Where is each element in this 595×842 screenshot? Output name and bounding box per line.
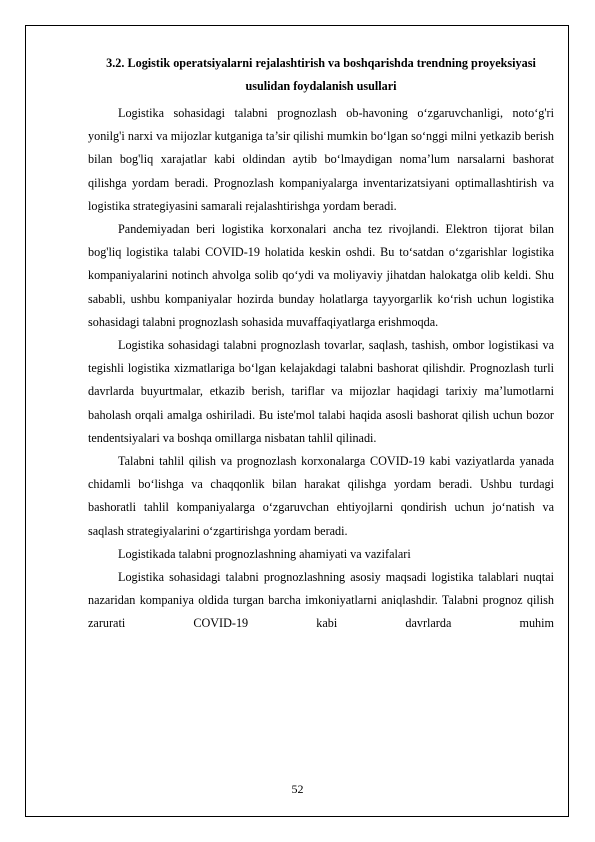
paragraph-2: Pandemiyadan beri logistika korxonalari ancha tez rivojlandi. Elektron tijorat bilan bog'liq logistika talabi COVID-19 holatida keskin oshdi. Bu to‘satdan o‘zgarishlar logistika kompaniyalarini notinch ahvolga solib qo‘ydi va moliyaviy jihatdan halokatga olib keldi. Shu sababli, ushbu kompaniyalar hozirda bunday holatlarga tayyorgarlik ko‘rish uchun logistika sohasidagi talabni prognozlash sohasida muvaffaqiyatlarga erishmoqda. [88, 222, 554, 329]
page-number: 52 [291, 782, 304, 796]
paragraph-3: Logistika sohasidagi talabni prognozlash tovarlar, saqlash, tashish, ombor logistikasi va tegishli logistika xizmatlariga bo‘lgan kelajakdagi talabni bashorat qilishdir. Prognozlash turli davrlarda buyurtmalar, etkazib berish, tariflar va mijozlar haqidagi tarixiy ma’lumotlarni baholash orqali amalga oshiriladi. Bu iste'mol talabi haqida asosli bashorat qilish uchun bozor tendentsiyalari va boshqa omillarga nisbatan tahlil qilinadi. [88, 338, 554, 445]
paragraph-5: Logistika sohasidagi talabni prognozlashning asosiy maqsadi logistika talablari nuqtai nazaridan kompaniya oldida turgan barcha imkoniyatlarni aniqlashdir. Talabni prognoz qilish zarurati COVID-19 kabi davrlarda muhim [88, 570, 554, 631]
section-title: 3.2. Logistik operatsiyalarni rejalashtirish va boshqarishda trendning proyeksiyasi usulidan foydalanish usullari [106, 56, 536, 93]
subheading: Logistikada talabni prognozlashning ahamiyati va vazifalari [118, 546, 411, 561]
paragraph-4: Talabni tahlil qilish va prognozlash korxonalarga COVID-19 kabi vaziyatlarda yanada chidamli bo‘lishga va chaqqonlik bilan harakat qilishga yordam beradi. Ushbu turdagi bashoratli tahlil kompaniyalarga o‘zgaruvchan ehtiyojlarni qondirish uchun jo‘natish va saqlash strategiyalarini o‘zgartirishga yordam beradi. [88, 454, 554, 538]
paragraph-1: Logistika sohasidagi talabni prognozlash ob-havoning o‘zgaruvchanligi, noto‘g'ri yonilg'i narxi va mijozlar kutganiga ta’sir qilishi mumkin bo‘lgan so‘nggi milni yetkazib berish bilan bog'liq xarajatlar kabi oldindan aytib bo‘lmaydigan noma’lum narsalarni bashorat qilishga yordam beradi. Prognozlash kompaniyalarga inventarizatsiyani optimallashtirish va logistika strategiyasini samarali rejalashtirishga yordam beradi. [88, 106, 554, 213]
document-body [88, 52, 554, 636]
